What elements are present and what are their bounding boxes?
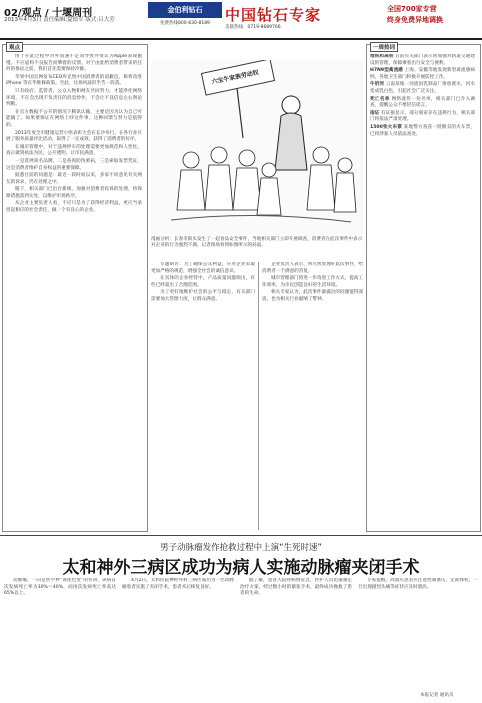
- hot-word-text: 日前有关部门表示将加强对轨道交通建设的管理，保障乘客出行安全与便利。: [370, 54, 475, 66]
- hot-word-text: 某地警方查获一批倒卖的火车票，已将涉案人员依法查处。: [370, 124, 475, 137]
- paragraph: 苹果中国官网发布CEO库克致中国消费者的道歉信，称将改进 iPhone 等在华维修政策。至此，这场风波似乎告一段落。: [6, 74, 142, 87]
- ad-title: 中国钻石专家: [225, 6, 322, 24]
- hot-word-text: 网络流传一份名单，相关部门已介入调查，提醒公众不要轻信谣言。: [370, 96, 475, 109]
- hot-word-title: 死亡名单: [370, 96, 390, 102]
- paragraph: 4月2日，太和医院神经外科三病区成功为一名动脉瘤患者实施了夹闭手术，患者术后恢复良好。: [122, 578, 234, 590]
- paragraph: 相关专家认为，此次事件暴露出的问题值得深思，也为相关行业敲响了警钟。: [262, 290, 363, 302]
- paragraph: 为了更好地维护社会的公平与稳定，有关部门需要加大管理力度，让群众满意。: [151, 290, 255, 302]
- article-column-1: [4, 578, 116, 698]
- left-column-label: 观点: [6, 42, 23, 52]
- section-title: 02/观点 / 十堰周刊: [4, 8, 93, 19]
- list-item: [370, 54, 475, 67]
- paragraph: 企业负责人表示，将尽快处理好此次事件，给消费者一个满意的答复。: [262, 262, 363, 274]
- list-item: [370, 82, 475, 95]
- middle-column-a: [151, 262, 255, 532]
- hot-word-text: 云南某地一河流因乳制品厂排放废水，河水变成乳白色，引起社会广泛关注。: [370, 82, 475, 94]
- article-subheadline: 男子动脉瘤发作抢救过程中上演“生死时速”: [160, 543, 322, 553]
- hot-word-title: 牛奶河: [370, 82, 385, 88]
- paragraph: 一是选择知名品牌，二是查询防伪密码，三是索取发票凭证，这是消费者维护自身权益的重要保障。: [6, 158, 142, 171]
- ad-address: 美联热线：0719-8689766: [225, 25, 281, 30]
- list-item: [370, 97, 475, 110]
- header-rule: [0, 38, 482, 40]
- column-divider: [258, 262, 259, 530]
- page-header: [0, 0, 482, 40]
- ad-brand-left[interactable]: 金伯利钻石: [148, 2, 222, 18]
- paragraph: 专家提醒，高血压患者应注意控制血压，定期体检，一旦出现剧烈头痛等症状应及时就医。: [358, 578, 478, 590]
- illustration-caption: 漫画分析：长春市街头发生了一起食品安全事件，当地相关部门立即开展调查，消费者在此次事件中表示对企业的行为强烈不满，记者现场看到如图所示的局面。: [151, 237, 363, 249]
- cartoon-illustration: [151, 60, 363, 235]
- paragraph: 据了解，患者入院时病情危急，医护人员迅速制定治疗方案，经过数小时的紧张手术，最终成功挽救了患者的生命。: [240, 578, 352, 597]
- date-line: 2013年4月3日 责任编辑:夏德军 版式:吕大芳: [4, 17, 115, 23]
- article-column-4: [358, 578, 478, 690]
- ad-line-2: 终身免费异地调换: [387, 16, 443, 24]
- right-column-label: 一周热词: [370, 42, 398, 52]
- paragraph: 由于在此过程中对外而遇不足而导致外资认为Apple表现傲慢。不应虚构不良报告而攀着的反馈。对于由此给消费者带来的任何的推论之前，我们首先需要保持冷静。: [6, 54, 142, 73]
- right-column-text: [370, 54, 475, 526]
- article-rule: [0, 535, 482, 536]
- article-headline: 太和神外三病区成功为病人实施动脉瘤夹闭手术: [62, 558, 420, 578]
- list-item: [370, 68, 475, 81]
- article-column-3: [240, 578, 352, 698]
- hot-word-text: 上海、安徽等地发现新型禽流感病例，各地卫生部门积极开展防控工作。: [370, 68, 475, 80]
- cartoon-svg: [151, 60, 363, 235]
- paragraph: 据悉目前的问题是：最近一段时间以来，多家不同意见有关网友的诉求，仍在处理之中。: [6, 173, 142, 185]
- paragraph: 专题研讨：为了确保公众利益，应对企业采取更加严格的规范，增强全社会的诚信意识。: [151, 262, 255, 274]
- cartoon-sign-text: 六宝牛家族劳动权: [211, 69, 260, 86]
- ad-banner-right[interactable]: [223, 2, 479, 32]
- hot-word-title: 1500张火车票: [370, 124, 403, 130]
- paragraph: 2013年度全市健康运营小组表彰大会在长沙举行，在各行业开展了服务质量评比活动，取得了一定成效，获得了消费者的好评。: [6, 130, 142, 143]
- middle-column-b: [262, 262, 363, 532]
- paragraph: 动脉瘤，一向是医学界“谈虎色变”的名词，该病首次发病死亡率为30%～40%，而再次发病死亡率高达65%以上。: [4, 578, 116, 597]
- article-column-2: [122, 578, 234, 698]
- paragraph: 在具体的企业经营中，产品质量问题频出，有些已经超出了合理范围。: [151, 276, 255, 288]
- hot-word-text: 有证据显示，部分商家存在违规行为，相关部门将依法严肃处理。: [370, 110, 475, 123]
- paragraph: 在城市管理中，对于违规停车的处理需要更加规范和人性化，真正做到执法为民，公开透明，让市民满意。: [6, 144, 142, 157]
- left-column-text: [6, 54, 142, 526]
- article-credit: 本报记者 通讯员: [420, 693, 454, 698]
- ad-phone-left: 免费热线800-830-8189: [160, 21, 210, 26]
- paragraph: 从企业主要负责人看，不应只是为了获得经济利益，更应当承担起相应的社会责任，做一个有良心的企业。: [6, 201, 142, 214]
- hot-word-title: H7N9型禽流感: [370, 68, 403, 74]
- paragraph: 只有政府、监管者、公众入物和网友共同努力，才能净化网络环境，不在会出现不负责任的消息炒作，不会让不良信息左右舆论判断。: [6, 88, 142, 108]
- hot-word-title: 指证: [370, 110, 380, 116]
- paragraph: 眼下，相关部门已出台新规，加强对消费者投诉的处理，将保障措施落到实处，以维护市场秩序。: [6, 187, 142, 199]
- list-item: [370, 111, 475, 124]
- ad-line-1: 全国700家专营: [387, 5, 437, 13]
- list-item: [370, 125, 475, 138]
- paragraph: 城市管理部门将进一步改进工作方式，提高工作效率，为市民创造良好的生活环境。: [262, 276, 363, 288]
- hot-word-title: 地铁和高铁: [370, 54, 394, 59]
- paragraph: 在官方数据不公开的情况下腾讯认输，主要是因为认为自己可能输了。如果要保证在网络上吵这件事，这种回馈与努力是值得的。: [6, 109, 142, 128]
